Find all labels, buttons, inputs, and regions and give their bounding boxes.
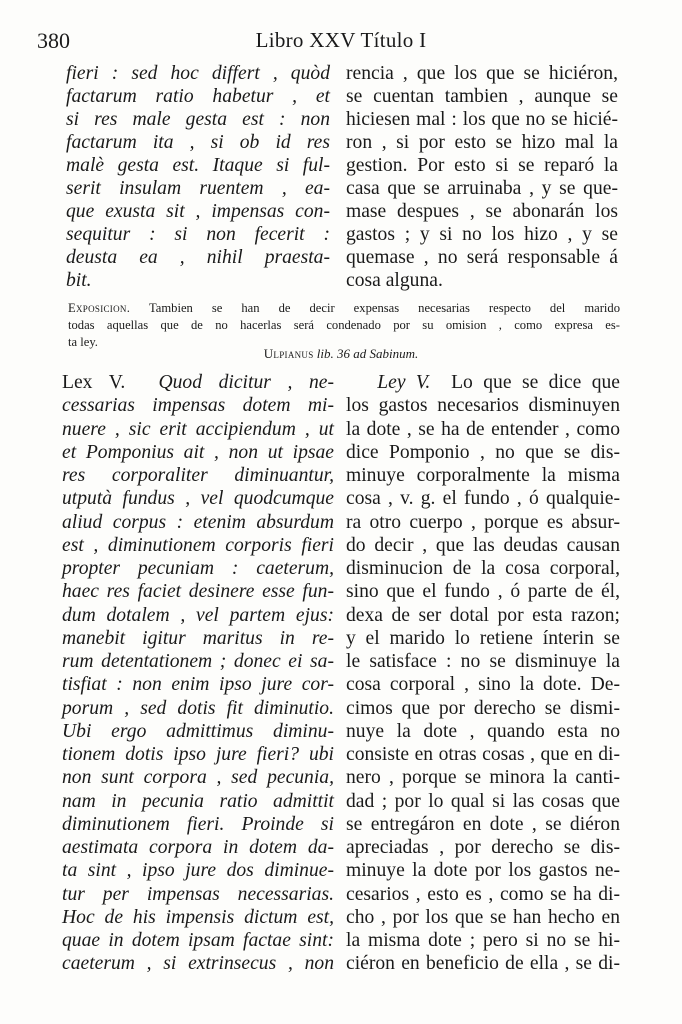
text-line: ra otro cuerpo , porque es absur- (346, 511, 620, 533)
text-line: Ubi ergo admittimus diminu- (62, 720, 334, 742)
text-line: se cuentan tambien , aunque se (346, 86, 618, 107)
text-line: dum dotalem , vel partem ejus: (62, 604, 334, 626)
text-line: casa que se arruinaba , y se que- (346, 178, 618, 199)
text-line: minuye la dote por los gastos ne- (346, 860, 620, 882)
text-line: se entregáron en dote , se diéron (346, 813, 620, 835)
text-line: ta sint , ipso jure dos diminue- (62, 860, 334, 882)
text-line: que exusta sit , impensas con- (66, 201, 330, 222)
text-line: ron , si por esto se hizo mal la (346, 132, 618, 153)
text-line: dexa de ser dotal por esta razon; (346, 604, 620, 626)
text-line: res corporaliter diminuantur, (62, 465, 334, 486)
text-line: nuye la dote , quando esta no (346, 720, 620, 742)
text-line: aliud corpus : etenim absurdum (62, 511, 334, 533)
text-line: quemase , no será responsable á (346, 247, 618, 268)
source-author: Ulpianus (263, 346, 314, 361)
text-line: cimos que por derecho se dismi- (346, 697, 620, 719)
text-line: utputà fundus , vel quodcumque (62, 488, 334, 510)
text-line: ciéron en beneficio de ella , se di- (346, 953, 620, 975)
running-head: Libro XXV Título I (255, 28, 427, 52)
text-line: aestimata corpora in dotem da- (62, 837, 334, 858)
exposicion-label: Exposicion. (68, 301, 131, 315)
text-line: mase despues , se abonarán los (346, 201, 618, 222)
text-line: manebit igitur maritus in re- (62, 627, 334, 649)
text-line: gestion. Por esto si se reparó la (346, 155, 618, 176)
text-line (68, 300, 620, 317)
spanish-ley-text (346, 371, 620, 976)
text-line (62, 371, 334, 394)
page-number: 380 (37, 28, 70, 53)
text-line: y el marido lo retiene ínterin se (346, 627, 620, 649)
text-line: nuere , sic erit accipiendum , ut (62, 418, 334, 440)
text-line: tur per impensas necessarias. (62, 883, 334, 905)
text-line: do decir , que las deudas causan (346, 534, 620, 556)
source-work: lib. 36 ad Sabinum. (316, 346, 419, 361)
text-line: non sunt corpora , sed pecunia, (62, 767, 334, 789)
text-line: sino que el fundo , ó parte de él, (346, 581, 620, 603)
text-line: apreciadas , por derecho se dis- (346, 837, 620, 858)
text-line: et Pomponius ait , non ut ipsae (62, 441, 334, 463)
text-line: la dote , se ha de entender , como (346, 418, 620, 440)
text-line: la misma dote ; pero si no se hi- (346, 930, 620, 951)
text-line: gastos ; y si no los hizo , y se (346, 224, 618, 245)
text-line: deusta ea , nihil praesta- (66, 247, 330, 268)
text-line: propter pecuniam : caeterum, (62, 558, 334, 579)
text-line: cosa alguna. (346, 270, 443, 291)
ley-text: Lo que se dice que (451, 372, 620, 393)
text-line: si res male gesta est : non (66, 109, 330, 130)
text-line: consiste en otras cosas , que en di- (346, 744, 620, 765)
text-line: cosa , v. g. el fundo , ó qualquie- (346, 488, 620, 510)
text-line: cesarios , esto es , como se ha di- (346, 883, 620, 905)
text-line: dad ; por lo qual si las cosas que (346, 790, 620, 812)
text-line: minuye corporalmente la misma (346, 465, 620, 486)
lex-text: Quod dicitur , ne- (158, 372, 335, 393)
lex-label: Lex V. (62, 372, 126, 393)
text-line: cessarias impensas dotem mi- (62, 395, 334, 417)
text-line: tionem dotis ipso jure fieri? ubi (62, 744, 334, 765)
text-line: nero , porque se minora la canti- (346, 767, 620, 789)
text-line: quae in dotem ipsam factae sint: (62, 930, 334, 951)
text-line: cosa corporal , sino la dote. De- (346, 674, 620, 696)
text-line: factarum ita , si ob id res (66, 132, 330, 153)
ley-label: Ley V. (377, 372, 431, 393)
text-line: fieri : sed hoc differt , quòd (66, 63, 330, 84)
text-line (346, 371, 620, 394)
spanish-text-top (346, 62, 618, 292)
text-line: cho , por los que se han hecho en (346, 906, 620, 928)
text-line: bit. (66, 270, 92, 291)
text-line: serit insulam ruentem , ea- (66, 178, 330, 199)
text-line: hiciesen mal : los que no se hicié- (346, 109, 618, 130)
text-line: nam in pecunia ratio admittit (62, 790, 334, 812)
text-line: caeterum , si extrinsecus , non (62, 953, 334, 975)
text-line: haec res faciet desinere esse fun- (62, 581, 334, 603)
text-line: diminutionem fieri. Proinde si (62, 813, 334, 835)
text-line: tisfiat : non enim ipso jure cor- (62, 674, 334, 696)
text-line: factarum ratio habetur , et (66, 86, 330, 107)
text-line: dice Pomponio , no que se dis- (346, 441, 620, 463)
exposicion-text: Tambien se han de decir expensas necesarias respecto del marido (148, 301, 620, 315)
latin-lex-text (62, 371, 334, 976)
text-line: est , diminutionem corporis fieri (62, 534, 334, 556)
exposicion-note (68, 300, 620, 351)
text-line: sequitur : si non fecerit : (66, 224, 330, 245)
latin-text-top (66, 62, 330, 292)
text-line: todas aquellas que de no hacerlas será condenado por su omision , como expresa es- (68, 318, 620, 332)
text-line: ta ley. (68, 335, 98, 349)
text-line: disminucion de la cosa corporal, (346, 558, 620, 579)
source-citation (0, 346, 682, 362)
text-line: rum detentationem ; donec ei sa- (62, 651, 334, 672)
text-line: le satisface : no se disminuye la (346, 651, 620, 672)
text-line: los gastos necesarios disminuyen (346, 395, 620, 417)
text-line: malè gesta est. Itaque si ful- (66, 155, 330, 176)
text-line: Hoc de his impensis dictum est, (62, 906, 334, 928)
text-line: rencia , que los que se hiciéron, (346, 63, 618, 84)
text-line: porum , sed dotis fit diminutio. (62, 697, 334, 719)
